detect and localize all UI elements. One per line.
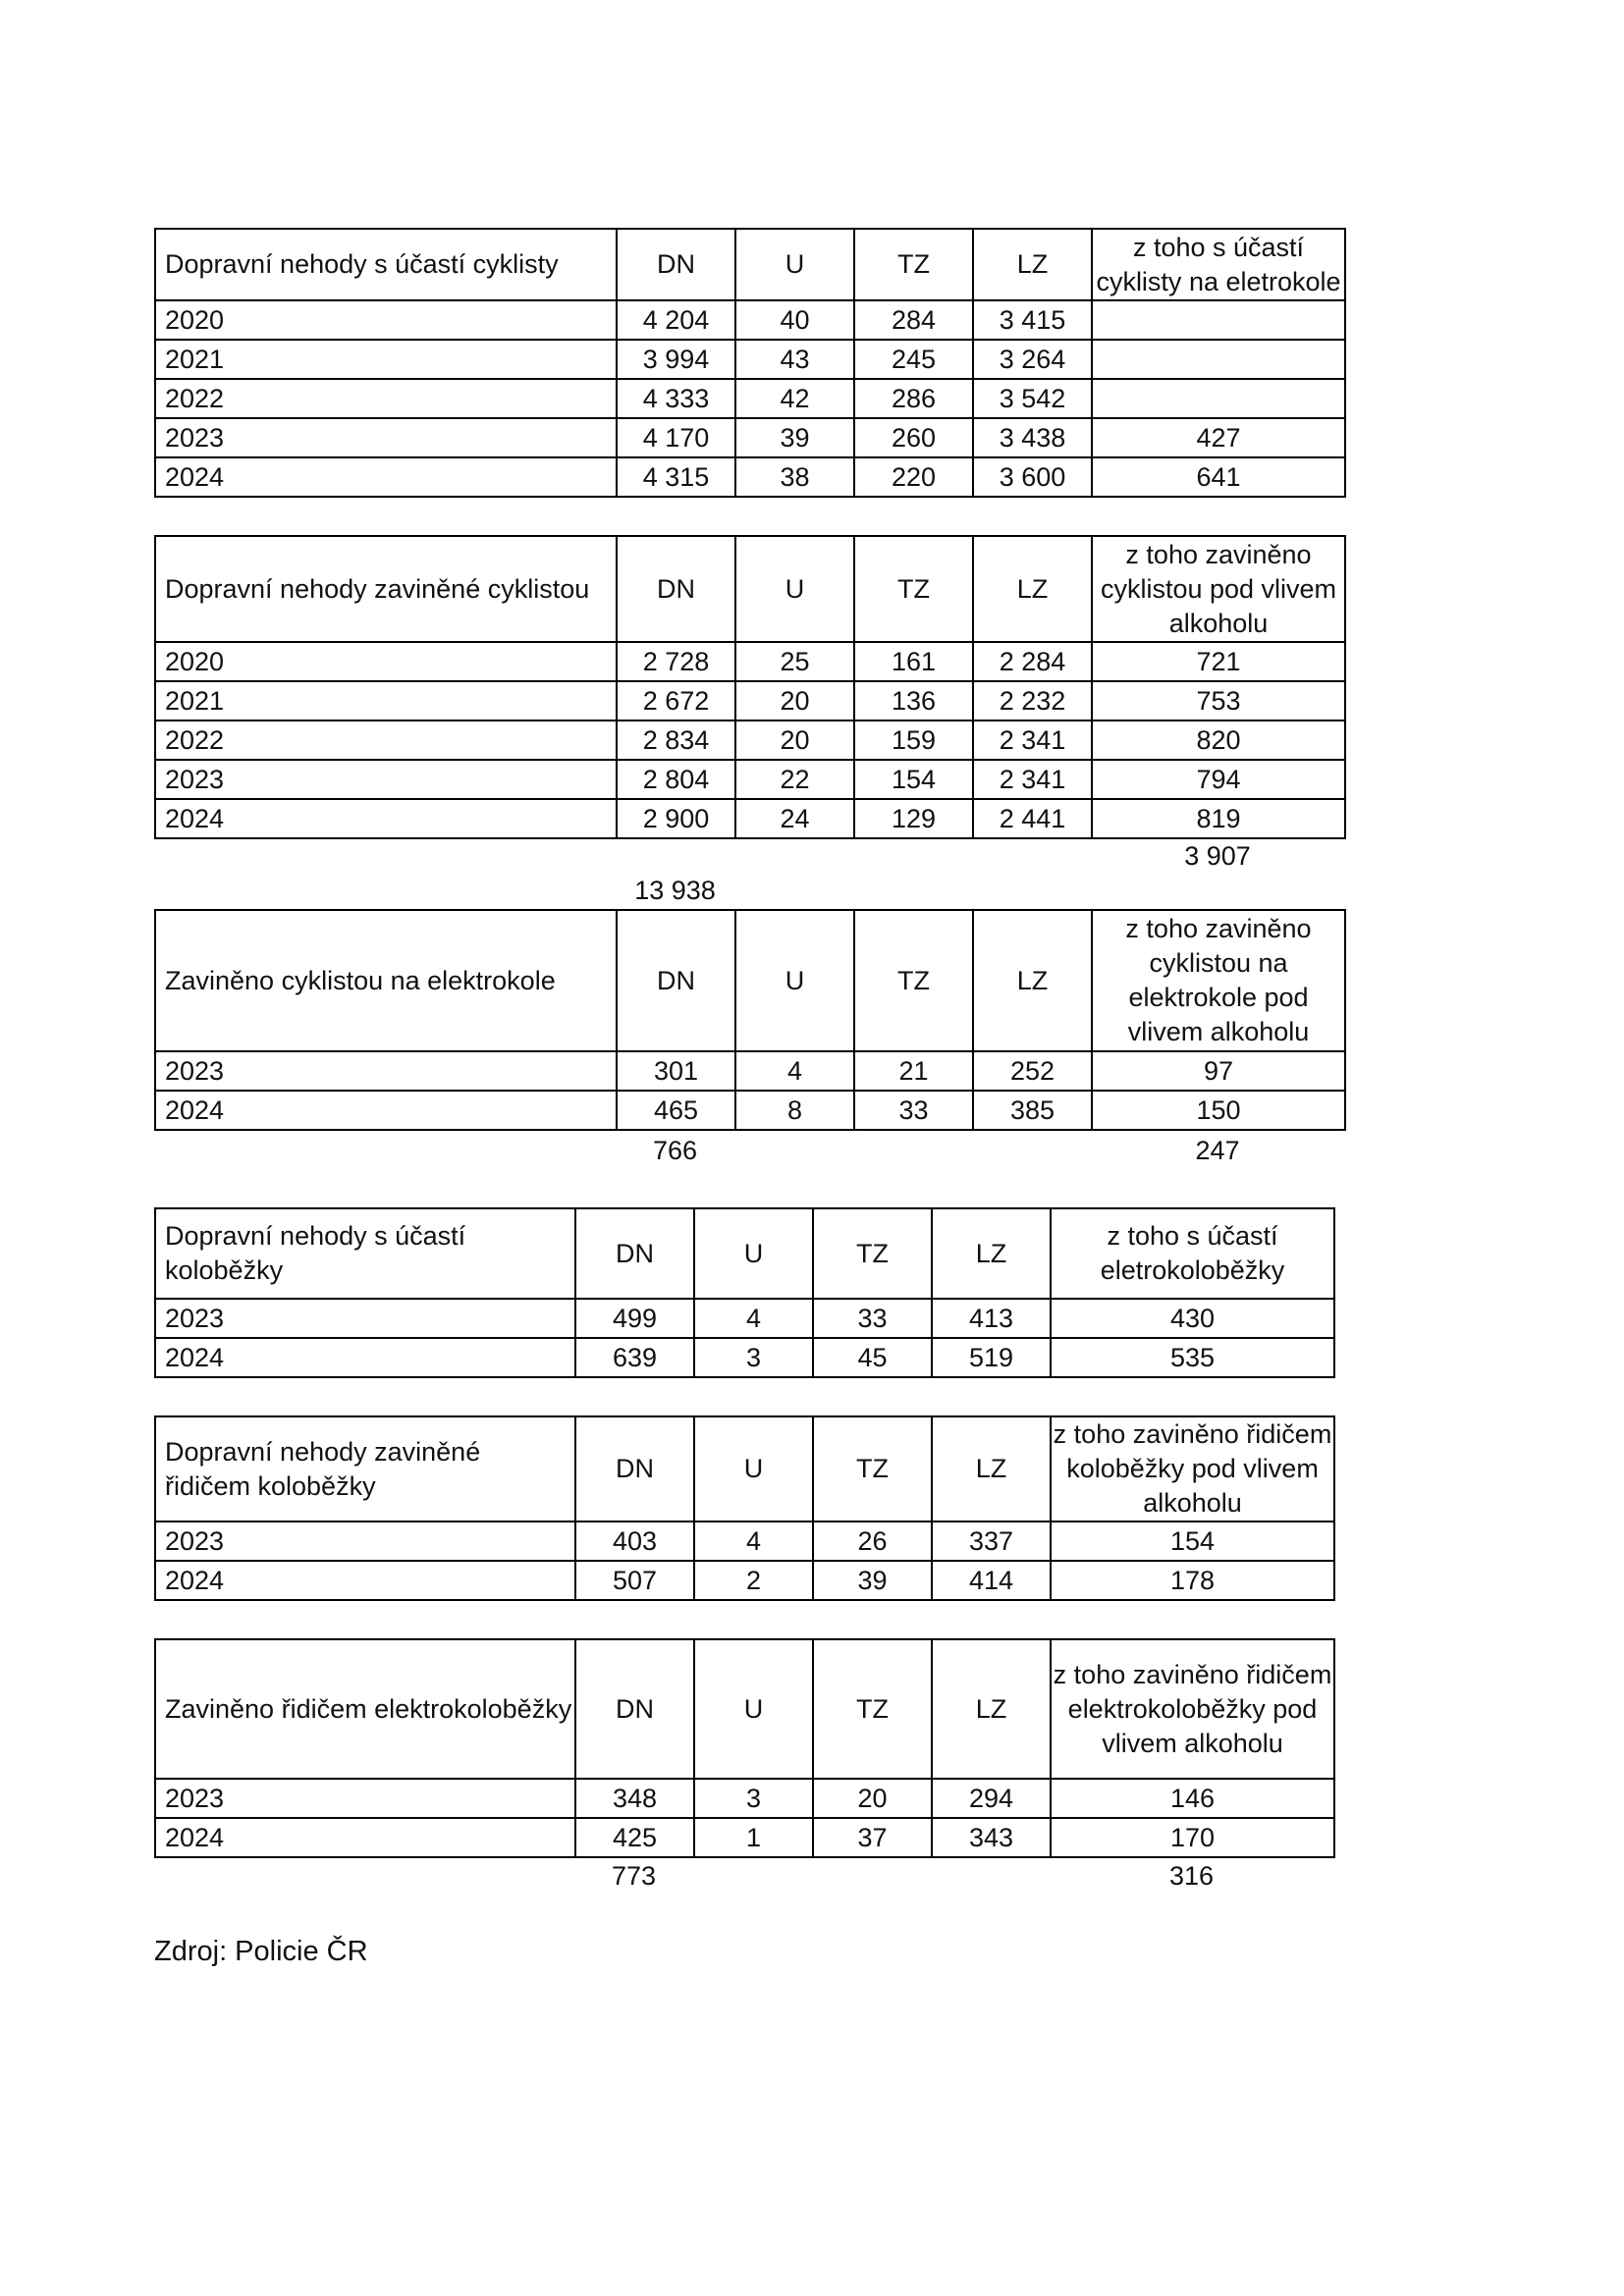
cell-tz: 37 — [813, 1818, 932, 1857]
cell-u: 25 — [735, 642, 854, 681]
cell-dn: 465 — [617, 1091, 735, 1130]
row-year: 2023 — [155, 418, 617, 457]
cell-subset: 170 — [1051, 1818, 1334, 1857]
row-year: 2023 — [155, 760, 617, 799]
table-row — [155, 760, 1345, 799]
cell-lz: 2 341 — [973, 721, 1092, 760]
cell-tz: 26 — [813, 1522, 932, 1561]
total-subset: 247 — [1195, 1136, 1240, 1165]
col-header-subset: z toho zaviněno cyklistou na elektrokole pod vlivem alkoholu — [1092, 910, 1345, 1051]
cell-dn: 425 — [575, 1818, 694, 1857]
cell-tz: 286 — [854, 379, 973, 418]
col-header-subset: z toho zaviněno řidičem koloběžky pod vlivem alkoholu — [1051, 1416, 1334, 1522]
source-note: Zdroj: Policie ČR — [154, 1936, 368, 1967]
cell-subset: 794 — [1092, 760, 1345, 799]
cell-subset: 535 — [1051, 1338, 1334, 1377]
cell-dn: 507 — [575, 1561, 694, 1600]
col-header-dn: DN — [617, 229, 735, 300]
cell-dn: 2 728 — [617, 642, 735, 681]
cell-subset: 820 — [1092, 721, 1345, 760]
col-header-subset: z toho s účastí eletrokoloběžky — [1051, 1208, 1334, 1299]
row-year: 2021 — [155, 681, 617, 721]
cell-lz: 2 341 — [973, 760, 1092, 799]
total-dn: 773 — [611, 1861, 657, 1891]
cell-dn: 301 — [617, 1051, 735, 1091]
table-row — [155, 1779, 1334, 1818]
cell-u: 4 — [735, 1051, 854, 1091]
table-title: Dopravní nehody zaviněné řidičem koloběžky — [155, 1416, 575, 1522]
cell-tz: 161 — [854, 642, 973, 681]
col-header-lz: LZ — [973, 229, 1092, 300]
cell-u: 8 — [735, 1091, 854, 1130]
row-year: 2024 — [155, 1818, 575, 1857]
col-header-tz: TZ — [854, 536, 973, 642]
cell-tz: 154 — [854, 760, 973, 799]
table-scooter-accidents — [154, 1207, 1335, 1378]
total-dn: 13 938 — [634, 876, 716, 905]
cell-lz: 413 — [932, 1299, 1051, 1338]
cell-dn: 4 204 — [617, 300, 735, 340]
cell-lz: 3 600 — [973, 457, 1092, 497]
row-year: 2024 — [155, 1091, 617, 1130]
col-header-u: U — [735, 229, 854, 300]
cell-subset: 819 — [1092, 799, 1345, 838]
cell-dn: 2 900 — [617, 799, 735, 838]
cell-tz: 129 — [854, 799, 973, 838]
cell-u: 42 — [735, 379, 854, 418]
cell-subset: 97 — [1092, 1051, 1345, 1091]
total-dn: 766 — [652, 1136, 698, 1165]
cell-tz: 20 — [813, 1779, 932, 1818]
cell-lz: 337 — [932, 1522, 1051, 1561]
table-row — [155, 340, 1345, 379]
table-row — [155, 418, 1345, 457]
cell-u: 4 — [694, 1299, 813, 1338]
col-header-lz: LZ — [932, 1416, 1051, 1522]
table-row — [155, 1338, 1334, 1377]
cell-subset: 427 — [1092, 418, 1345, 457]
cell-dn: 4 333 — [617, 379, 735, 418]
cell-u: 2 — [694, 1561, 813, 1600]
col-header-tz: TZ — [813, 1208, 932, 1299]
table-title: Dopravní nehody zaviněné cyklistou — [155, 536, 617, 642]
table-row — [155, 457, 1345, 497]
cell-u: 3 — [694, 1338, 813, 1377]
cell-lz: 3 415 — [973, 300, 1092, 340]
cell-lz: 294 — [932, 1779, 1051, 1818]
table-title: Zaviněno cyklistou na elektrokole — [155, 910, 617, 1051]
table-cyclist-accidents — [154, 228, 1346, 498]
table-row — [155, 300, 1345, 340]
col-header-lz: LZ — [973, 536, 1092, 642]
cell-dn: 4 315 — [617, 457, 735, 497]
cell-u: 20 — [735, 681, 854, 721]
cell-tz: 39 — [813, 1561, 932, 1600]
cell-lz: 414 — [932, 1561, 1051, 1600]
col-header-lz: LZ — [973, 910, 1092, 1051]
row-year: 2022 — [155, 721, 617, 760]
cell-dn: 3 994 — [617, 340, 735, 379]
cell-subset: 150 — [1092, 1091, 1345, 1130]
cell-lz: 3 542 — [973, 379, 1092, 418]
col-header-dn: DN — [575, 1416, 694, 1522]
col-header-dn: DN — [617, 910, 735, 1051]
cell-tz: 220 — [854, 457, 973, 497]
col-header-u: U — [694, 1208, 813, 1299]
total-subset: 3 907 — [1184, 841, 1251, 871]
table-row — [155, 1051, 1345, 1091]
table-title: Zaviněno řidičem elektrokoloběžky — [155, 1639, 575, 1779]
cell-tz: 21 — [854, 1051, 973, 1091]
col-header-dn: DN — [617, 536, 735, 642]
table-title: Dopravní nehody s účastí cyklisty — [155, 229, 617, 300]
row-year: 2022 — [155, 379, 617, 418]
table-row — [155, 1299, 1334, 1338]
cell-u: 4 — [694, 1522, 813, 1561]
cell-lz: 2 284 — [973, 642, 1092, 681]
table-caused-by-e-scooter-driver — [154, 1638, 1335, 1858]
cell-subset: 641 — [1092, 457, 1345, 497]
cell-subset: 430 — [1051, 1299, 1334, 1338]
table-row — [155, 379, 1345, 418]
cell-tz: 245 — [854, 340, 973, 379]
row-year: 2020 — [155, 300, 617, 340]
row-year: 2023 — [155, 1051, 617, 1091]
col-header-tz: TZ — [813, 1416, 932, 1522]
col-header-u: U — [694, 1416, 813, 1522]
table-row — [155, 642, 1345, 681]
col-header-subset: z toho zaviněno cyklistou pod vlivem alkoholu — [1092, 536, 1345, 642]
table-row — [155, 721, 1345, 760]
col-header-u: U — [694, 1639, 813, 1779]
col-header-subset: z toho s účastí cyklisty na eletrokole — [1092, 229, 1345, 300]
col-header-tz: TZ — [813, 1639, 932, 1779]
table-row — [155, 1561, 1334, 1600]
cell-tz: 33 — [854, 1091, 973, 1130]
cell-lz: 2 232 — [973, 681, 1092, 721]
table-caused-by-e-bike-cyclist — [154, 909, 1346, 1131]
table-row — [155, 1522, 1334, 1561]
cell-dn: 403 — [575, 1522, 694, 1561]
cell-u: 20 — [735, 721, 854, 760]
row-year: 2024 — [155, 1561, 575, 1600]
cell-lz: 2 441 — [973, 799, 1092, 838]
cell-dn: 4 170 — [617, 418, 735, 457]
row-year: 2024 — [155, 1338, 575, 1377]
col-header-dn: DN — [575, 1639, 694, 1779]
cell-subset — [1092, 340, 1345, 379]
row-year: 2023 — [155, 1299, 575, 1338]
cell-subset — [1092, 379, 1345, 418]
cell-tz: 260 — [854, 418, 973, 457]
table-title: Dopravní nehody s účastí koloběžky — [155, 1208, 575, 1299]
col-header-lz: LZ — [932, 1208, 1051, 1299]
cell-u: 39 — [735, 418, 854, 457]
cell-dn: 2 672 — [617, 681, 735, 721]
cell-dn: 499 — [575, 1299, 694, 1338]
total-subset: 316 — [1168, 1861, 1215, 1891]
cell-u: 1 — [694, 1818, 813, 1857]
table-row — [155, 681, 1345, 721]
col-header-u: U — [735, 910, 854, 1051]
cell-tz: 136 — [854, 681, 973, 721]
cell-lz: 3 438 — [973, 418, 1092, 457]
row-year: 2020 — [155, 642, 617, 681]
cell-tz: 33 — [813, 1299, 932, 1338]
cell-lz: 3 264 — [973, 340, 1092, 379]
cell-subset — [1092, 300, 1345, 340]
cell-subset: 146 — [1051, 1779, 1334, 1818]
cell-dn: 639 — [575, 1338, 694, 1377]
cell-tz: 45 — [813, 1338, 932, 1377]
cell-subset: 753 — [1092, 681, 1345, 721]
cell-subset: 721 — [1092, 642, 1345, 681]
col-header-dn: DN — [575, 1208, 694, 1299]
col-header-subset: z toho zaviněno řidičem elektrokoloběžky pod vlivem alkoholu — [1051, 1639, 1334, 1779]
cell-u: 22 — [735, 760, 854, 799]
cell-subset: 154 — [1051, 1522, 1334, 1561]
table-row — [155, 1818, 1334, 1857]
row-year: 2021 — [155, 340, 617, 379]
table-caused-by-cyclist — [154, 535, 1346, 839]
cell-u: 40 — [735, 300, 854, 340]
cell-lz: 385 — [973, 1091, 1092, 1130]
col-header-u: U — [735, 536, 854, 642]
cell-tz: 284 — [854, 300, 973, 340]
row-year: 2024 — [155, 799, 617, 838]
cell-lz: 519 — [932, 1338, 1051, 1377]
cell-dn: 2 804 — [617, 760, 735, 799]
cell-dn: 2 834 — [617, 721, 735, 760]
col-header-lz: LZ — [932, 1639, 1051, 1779]
cell-u: 38 — [735, 457, 854, 497]
col-header-tz: TZ — [854, 910, 973, 1051]
cell-u: 43 — [735, 340, 854, 379]
cell-u: 24 — [735, 799, 854, 838]
cell-lz: 252 — [973, 1051, 1092, 1091]
row-year: 2023 — [155, 1779, 575, 1818]
row-year: 2024 — [155, 457, 617, 497]
table-row — [155, 1091, 1345, 1130]
table-caused-by-scooter-driver — [154, 1415, 1335, 1601]
cell-u: 3 — [694, 1779, 813, 1818]
cell-lz: 343 — [932, 1818, 1051, 1857]
cell-dn: 348 — [575, 1779, 694, 1818]
cell-tz: 159 — [854, 721, 973, 760]
table-row — [155, 799, 1345, 838]
cell-subset: 178 — [1051, 1561, 1334, 1600]
col-header-tz: TZ — [854, 229, 973, 300]
row-year: 2023 — [155, 1522, 575, 1561]
